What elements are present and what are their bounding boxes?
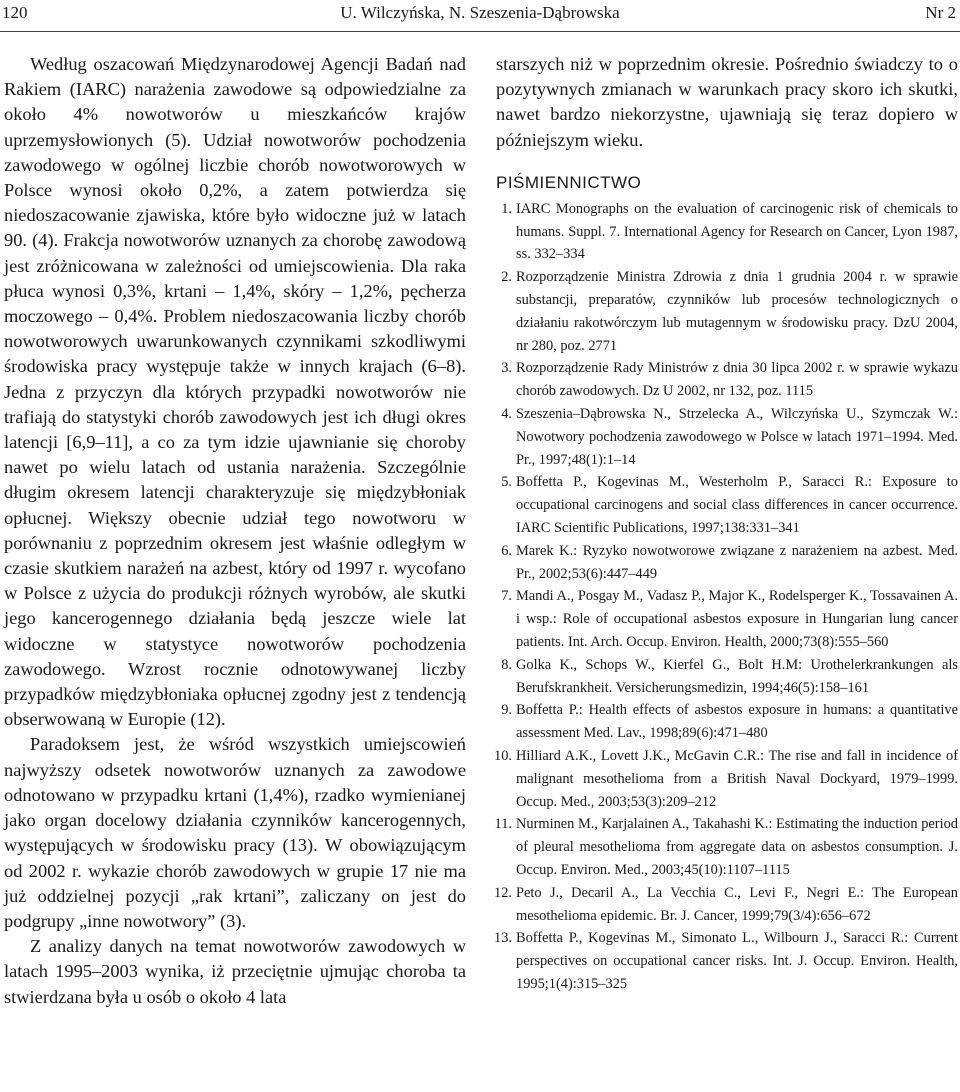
reference-number: 6. <box>501 542 512 559</box>
reference-item <box>496 266 958 357</box>
reference-item <box>496 357 958 403</box>
reference-number: 10. <box>494 747 512 764</box>
right-column <box>496 52 958 996</box>
reference-text: Boffetta P., Kogevinas M., Simonato L., Wilbourn J., Saracci R.: Current perspectives on occupational cancer risks. Int. J. Occup. Environ. Health, 1995;1(4):315–325 <box>516 930 958 992</box>
reference-item <box>496 585 958 653</box>
reference-item <box>496 654 958 700</box>
reference-number: 9. <box>501 702 512 719</box>
reference-number: 4. <box>501 405 512 422</box>
reference-number: 13. <box>494 930 512 947</box>
reference-number: 1. <box>501 200 512 217</box>
reference-text: Golka K., Schops W., Kierfel G., Bolt H.M: Urothelerkrankungen als Berufskrankheit. Versicherungsmedizin, 1994;46(5):158–161 <box>516 656 958 696</box>
reference-item <box>496 813 958 881</box>
reference-text: Boffetta P.: Health effects of asbestos exposure in humans: a quantitative assessment Med. Lav., 1998;89(6):471–480 <box>516 702 958 742</box>
page-header <box>0 0 960 30</box>
header-rule <box>0 31 960 32</box>
reference-text: Szeszenia–Dąbrowska N., Strzelecka A., Wilczyńska U., Szymczak W.: Nowotwory pochodzenia zawodowego w Polsce w latach 1971–1994. Med. Pr., 1997;48(1):1–14 <box>516 405 958 468</box>
reference-text: IARC Monographs on the evaluation of carcinogenic risk of chemicals to humans. Suppl. 7. International Agency for Research on Cancer, Lyon 1987, ss. 332–334 <box>516 200 958 263</box>
reference-item <box>496 745 958 813</box>
reference-number: 5. <box>501 474 512 491</box>
body-paragraph-continuation: starszych niż w poprzednim okresie. Pośrednio świadczy to o pozytywnych zmianach w warunkach pracy skoro ich skutki, nawet bardzo niekorzystne, ujawniają się teraz dopiero w późniejszym wieku. <box>496 54 958 150</box>
reference-item <box>496 927 958 995</box>
reference-text: Hilliard A.K., Lovett J.K., McGavin C.R.: The rise and fall in incidence of malignant mesothelioma from a British Naval Dockyard, 1979–1999. Occup. Med., 2003;53(3):209–212 <box>516 747 958 810</box>
reference-item <box>496 540 958 586</box>
reference-text: Rozporządzenie Rady Ministrów z dnia 30 lipca 2002 r. w sprawie wykazu chorób zawodowych. Dz U 2002, nr 132, poz. 1115 <box>516 360 958 400</box>
body-paragraph: Z analizy danych na temat nowotworów zawodowych w latach 1995–2003 wynika, iż przeciętnie ujmując choroba ta stwierdzana była u osób o około 4 lata <box>4 936 466 1007</box>
reference-item <box>496 471 958 539</box>
references-heading: PIŚMIENNICTWO <box>496 172 642 192</box>
reference-text: Boffetta P., Kogevinas M., Westerholm P., Saracci R.: Exposure to occupational carcinogens and social class differences in cancer occurrence. IARC Scientific Publications, 1997;138:331–341 <box>516 474 958 536</box>
running-title: U. Wilczyńska, N. Szeszenia-Dąbrowska <box>340 3 620 22</box>
reference-number: 7. <box>501 588 512 605</box>
reference-text: Mandi A., Posgay M., Vadasz P., Major K., Rodelsperger K., Tossavainen A. i wsp.: Role of occupational asbestos exposure in Hungarian lung cancer patients. Int. Arch. Occup. Environ. Health, 2000;73(8):555–560 <box>516 588 958 650</box>
reference-number: 12. <box>494 884 512 901</box>
page-number: 120 <box>2 3 28 22</box>
reference-text: Rozporządzenie Ministra Zdrowia z dnia 1 grudnia 2004 r. w sprawie substancji, preparatów, czynników lub procesów technologicznych o działaniu rakotwórczym lub mutagennym w środowisku pracy. DzU 2004, nr 280, poz. 2771 <box>516 269 958 354</box>
reference-number: 11. <box>494 816 512 833</box>
issue-number: Nr 2 <box>925 3 956 22</box>
reference-number: 2. <box>501 269 512 286</box>
reference-item <box>496 198 958 266</box>
body-paragraph: Według oszacowań Międzynarodowej Agencji Badań nad Rakiem (IARC) narażenia zawodowe są odpowiedzialne za około 4% nowotworów u mieszkańców krajów uprzemysłowionych (5). Udział nowotworów pochodzenia zawodowego w ogólnej liczbie chorób nowotworowych w Polsce wynosi około 0,2%, a zatem potwierdza się niedoszacowanie zjawiska, które było widoczne już w latach 90. (4). Frakcja nowotworów uznanych za chorobę zawodową jest zróżnicowana w zależności od umiejscowienia. Dla raka płuca wynosi 0,3%, krtani – 1,4%, skóry – 1,2%, pęcherza moczowego – 0,4%. Problem niedoszacowania liczby chorób nowotworowych uwarunkowanych czynnikami szkodliwymi środowiska pracy występuje także w innych krajach (6–8). Jedna z przyczyn dla których przypadki nowotworów nie trafiają do statystyki chorób zawodowych jest ich długi okres latencji [6,9–11], a co za tym idzie ujawnianie się choroby nawet po wielu latach od ustania narażenia. Szczególnie długim okresem latencji charakteryzuje się międzybłoniak opłucnej. Większy obecnie udział tego nowotworu w porównaniu z poprzednim okresem jest właśnie odległym w czasie skutkiem narażeń na azbest, który od 1997 r. wycofano w Polsce z użycia do produkcji różnych wyrobów, ale skutki jego kancerogennego działania będą jeszcze wiele lat widoczne w statystyce nowotworów pochodzenia zawodowego. Wzrost rocznie odnotowywanej liczby przypadków międzybłoniaka opłucnej zgodny jest z tendencją obserwowaną w Europie (12). <box>4 54 466 730</box>
reference-item <box>496 699 958 745</box>
body-paragraph: Paradoksem jest, że wśród wszystkich umiejscowień najwyższy odsetek nowotworów uznanych za zawodowe odnotowano w przypadku krtani (1,4%), rzadko wymienianej jako organ docelowy działania czynników kancerogennych, występujących w środowisku pracy (13). W obowiązującym od 2002 r. wykazie chorób zawodowych w grupie 17 nie ma już oddzielnej pozycji „rak krtani”, zaliczany on jest do podgrupy „inne nowotwory” (3). <box>4 734 466 931</box>
reference-number: 8. <box>501 656 512 673</box>
references-list <box>496 198 958 996</box>
reference-text: Peto J., Decaril A., La Vecchia C., Levi F., Negri E.: The European mesothelioma epidemic. Br. J. Cancer, 1999;79(3/4):656–672 <box>516 884 958 924</box>
reference-item <box>496 403 958 471</box>
reference-text: Marek K.: Ryzyko nowotworowe związane z narażeniem na azbest. Med. Pr., 2002;53(6):447–449 <box>516 542 958 582</box>
left-column <box>4 52 466 1010</box>
reference-number: 3. <box>501 360 512 377</box>
reference-item <box>496 882 958 928</box>
reference-text: Nurminen M., Karjalainen A., Takahashi K.: Estimating the induction period of pleural mesothelioma from aggregate data on asbestos consumption. J. Occup. Environ. Med., 2003;45(10):1107–1115 <box>516 816 958 878</box>
